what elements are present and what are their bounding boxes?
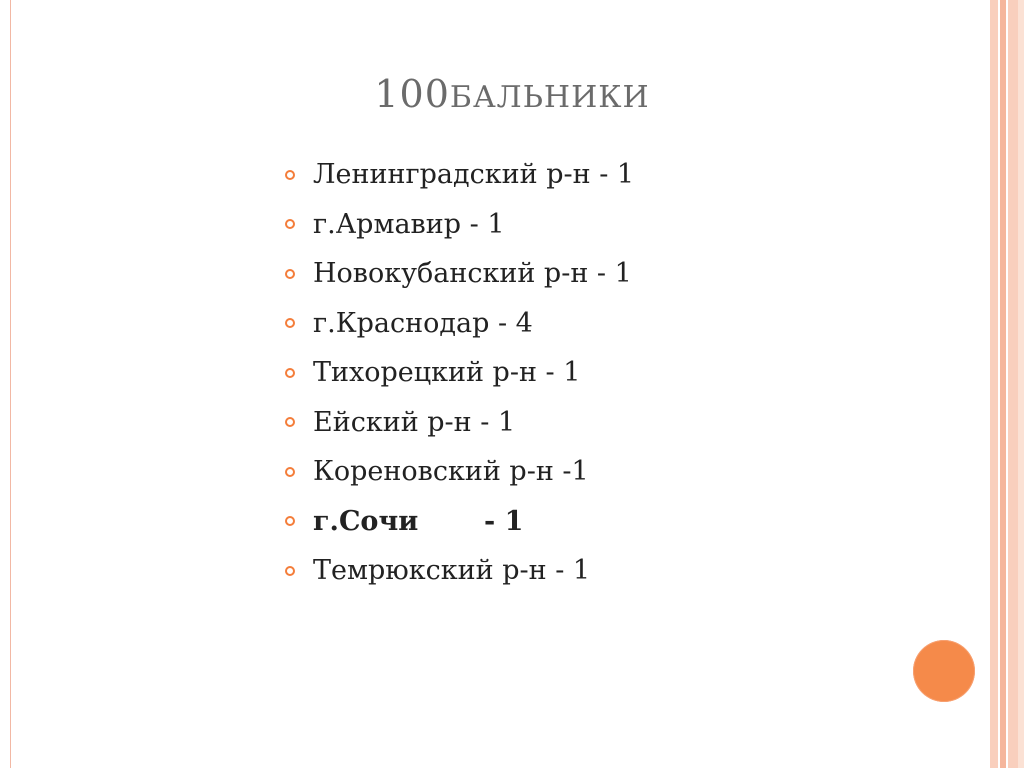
list-item-text: Темрюкский р-н - 1: [313, 555, 591, 587]
bullet-icon: [285, 566, 295, 576]
list-item-text: Новокубанский р-н - 1: [313, 258, 632, 290]
list-item-text: г.Сочи - 1: [313, 505, 524, 537]
bullet-icon: [285, 219, 295, 229]
bullet-icon: [285, 368, 295, 378]
list-item: [285, 447, 634, 497]
list-item-text: Тихорецкий р-н - 1: [313, 357, 581, 389]
bullet-icon: [285, 467, 295, 477]
list-item-text: Ленинградский р-н - 1: [313, 159, 635, 191]
list-item: [285, 398, 634, 448]
list-item: [285, 497, 634, 547]
list-item: [285, 546, 634, 596]
title-number: 100: [374, 72, 450, 116]
list-item: [285, 299, 634, 349]
slide-title: [0, 72, 1024, 116]
list-item-text: г.Краснодар - 4: [313, 307, 533, 339]
title-word: БАЛЬНИКИ: [449, 80, 650, 115]
bullet-list: [285, 150, 634, 596]
bullet-icon: [285, 170, 295, 180]
list-item-text: Кореновский р-н -1: [313, 456, 589, 488]
bullet-icon: [285, 269, 295, 279]
list-item-text: г.Армавир - 1: [313, 208, 505, 240]
decorative-circle: [913, 640, 975, 702]
list-item: [285, 200, 634, 250]
list-item: [285, 150, 634, 200]
list-item-text: Ейский р-н - 1: [313, 406, 516, 438]
bullet-icon: [285, 516, 295, 526]
list-item: [285, 249, 634, 299]
bullet-icon: [285, 318, 295, 328]
list-item: [285, 348, 634, 398]
bullet-icon: [285, 417, 295, 427]
